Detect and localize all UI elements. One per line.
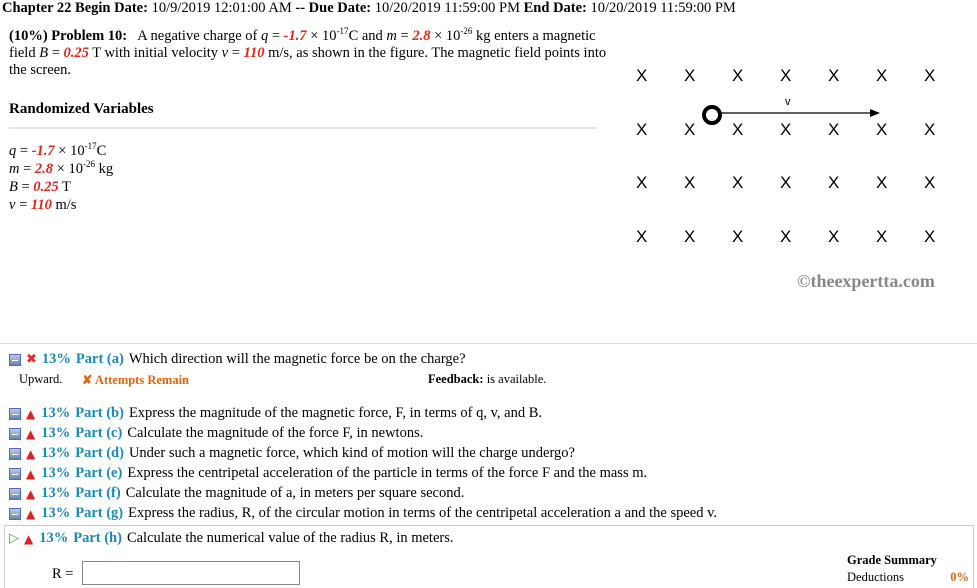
part-f-question: Calculate the magnitude of a, in meters per square second.: [125, 485, 465, 501]
part-g-row[interactable]: [9, 505, 717, 522]
deductions-value: 0%: [950, 570, 969, 584]
feedback[interactable]: [428, 372, 546, 387]
field-x-mark: X: [924, 66, 936, 85]
field-x-mark: X: [780, 227, 792, 246]
begin-date-value: 10/9/2019 12:01:00 AM: [151, 0, 292, 16]
randomized-variables-list: [9, 142, 113, 214]
due-date-label: Due Date:: [308, 0, 372, 16]
part-d-label[interactable]: Part (d): [75, 445, 124, 461]
part-c-row[interactable]: [9, 425, 423, 442]
field-x-mark: X: [780, 66, 792, 85]
part-g-label[interactable]: Part (g): [75, 505, 124, 521]
charge-circle: [704, 107, 720, 123]
warning-icon: ▲: [26, 506, 36, 521]
rv-b: B = 0.25 T: [9, 179, 71, 195]
part-a-question: Which direction will the magnetic force be on the charge?: [128, 351, 466, 367]
feedback-text: is available.: [486, 372, 547, 386]
rv-m: $m = 2.8 \times 10^{-26}$ kg: [9, 159, 114, 177]
field-x-mark: X: [828, 66, 840, 85]
part-d-weight: 13%: [41, 445, 71, 461]
part-e-weight: 13%: [41, 465, 71, 481]
rv-v: v = 110 m/s: [9, 197, 77, 213]
problem-weight: (10%): [9, 28, 48, 44]
deductions-label: Deductions: [847, 570, 904, 584]
field-x-mark: X: [684, 120, 696, 139]
rv-m-value: 2.8: [34, 161, 54, 177]
part-d-question: Under such a magnetic force, which kind of motion will the charge undergo?: [128, 445, 575, 461]
q-value: -1.7: [283, 28, 307, 44]
attempts-remain: [82, 372, 189, 388]
part-g-question: Express the radius, R, of the circular motion in terms of the centripetal acceleration a and the speed v.: [128, 505, 718, 521]
rv-q-exponent: -17: [84, 141, 97, 151]
q-exponent: -17: [336, 26, 349, 36]
magnetic-field-figure: [620, 60, 960, 260]
part-e-question: Express the centripetal acceleration of the particle in terms of the force F and the mass m.: [127, 465, 648, 481]
begin-date-label: Begin Date:: [75, 0, 148, 16]
field-x-mark: X: [636, 120, 648, 139]
watermark: ©theexpertta.com: [797, 271, 935, 291]
attempts-x-icon: ✘: [82, 373, 95, 387]
collapse-icon[interactable]: [9, 408, 21, 420]
field-x-mark: X: [828, 173, 840, 192]
m-exponent: -26: [460, 26, 473, 36]
part-e-row[interactable]: [9, 465, 647, 482]
part-c-label[interactable]: Part (c): [75, 425, 123, 441]
v-value: 110: [243, 45, 265, 61]
grade-summary-title: Grade Summary: [847, 553, 937, 567]
grade-summary: [847, 553, 969, 585]
warning-icon: ▲: [24, 531, 34, 546]
radius-answer-input[interactable]: [82, 561, 300, 585]
field-x-mark: X: [924, 173, 936, 192]
field-x-mark: X: [732, 66, 744, 85]
part-a-label[interactable]: Part (a): [75, 351, 124, 367]
part-c-question: Calculate the magnitude of the force F, in newtons.: [127, 425, 424, 441]
field-x-mark: X: [636, 66, 648, 85]
field-x-mark: X: [732, 120, 744, 139]
due-date-value: 10/20/2019 11:59:00 PM: [374, 0, 521, 16]
part-b-label[interactable]: Part (b): [75, 405, 124, 421]
header-separator: --: [295, 0, 306, 16]
field-x-mark: X: [684, 173, 696, 192]
collapse-icon[interactable]: [9, 428, 21, 440]
part-f-weight: 13%: [41, 485, 71, 501]
collapse-icon[interactable]: [9, 508, 21, 520]
part-e-label[interactable]: Part (e): [75, 465, 123, 481]
end-date-label: End Date:: [523, 0, 587, 16]
warning-icon: ▲: [26, 486, 36, 501]
part-h-row[interactable]: [9, 530, 454, 547]
velocity-label: v: [785, 96, 791, 108]
field-x-mark: X: [780, 173, 792, 192]
part-h-weight: 13%: [39, 530, 69, 546]
randomized-variables-title: Randomized Variables: [9, 101, 154, 117]
assignment-header: [2, 0, 736, 17]
field-x-mark: X: [828, 120, 840, 139]
part-d-row[interactable]: [9, 445, 575, 462]
collapse-icon[interactable]: [9, 448, 21, 460]
collapse-icon[interactable]: [9, 488, 21, 500]
m-value: 2.8: [412, 28, 431, 44]
field-x-mark: X: [636, 173, 648, 192]
chapter-title: Chapter 22: [2, 0, 72, 16]
charge-velocity-diagram: [620, 60, 960, 260]
rv-m-exponent: -26: [82, 159, 95, 169]
warning-icon: ▲: [26, 406, 36, 421]
part-b-row[interactable]: [9, 405, 542, 422]
b-value: 0.25: [63, 45, 89, 61]
part-g-weight: 13%: [41, 505, 71, 521]
part-h-question: Calculate the numerical value of the radius R, in meters.: [126, 530, 454, 546]
arrow-head-icon: [870, 109, 880, 117]
incorrect-icon: ✖: [26, 352, 37, 367]
field-x-mark: X: [684, 66, 696, 85]
field-x-mark: X: [876, 66, 888, 85]
field-x-mark: X: [876, 227, 888, 246]
part-b-question: Express the magnitude of the magnetic force, F, in terms of q, v, and B.: [128, 405, 543, 421]
field-x-mark: X: [924, 120, 936, 139]
field-x-mark: X: [876, 173, 888, 192]
warning-icon: ▲: [26, 446, 36, 461]
divider: [9, 127, 597, 129]
part-a-answer: Upward.: [19, 372, 63, 386]
field-x-mark: X: [780, 120, 792, 139]
problem-statement: (10%) Problem 10: A negative charge of $q = -1.7 \times 10^{-17}C$ and $m = 2.8 \times 10^{-26}$ kg enters a magnetic field B = 0.25 T with initial velocity v = 110 m/s, as shown in the figure. The magnetic field points into the screen.: [9, 26, 607, 78]
part-c-weight: 13%: [41, 425, 71, 441]
rv-b-value: 0.25: [33, 179, 59, 195]
r-input-label: R =: [52, 566, 74, 582]
part-b-weight: 13%: [41, 405, 71, 421]
warning-icon: ▲: [26, 426, 36, 441]
feedback-label: Feedback:: [428, 372, 484, 386]
part-h-label[interactable]: Part (h): [73, 530, 122, 546]
part-a-weight: 13%: [41, 351, 71, 367]
rv-q-value: -1.7: [31, 143, 55, 159]
attempts-label: Attempts Remain: [94, 373, 190, 387]
part-f-row[interactable]: [9, 485, 464, 502]
field-x-mark: X: [636, 227, 648, 246]
field-x-mark: X: [828, 227, 840, 246]
collapse-icon[interactable]: [9, 354, 21, 366]
field-x-mark: X: [732, 227, 744, 246]
part-f-label[interactable]: Part (f): [75, 485, 121, 501]
field-x-mark: X: [684, 227, 696, 246]
part-a-row[interactable]: [9, 351, 466, 368]
warning-icon: ▲: [26, 466, 36, 481]
rv-q: $q = -1.7 \times 10^{-17}C$: [9, 141, 107, 159]
field-x-mark: X: [732, 173, 744, 192]
expand-arrow-icon[interactable]: ▷: [9, 531, 19, 546]
rv-v-value: 110: [30, 197, 52, 213]
field-x-mark: X: [876, 120, 888, 139]
end-date-value: 10/20/2019 11:59:00 PM: [590, 0, 736, 16]
field-x-mark: X: [924, 227, 936, 246]
collapse-icon[interactable]: [9, 468, 21, 480]
problem-title: Problem 10:: [51, 28, 128, 44]
